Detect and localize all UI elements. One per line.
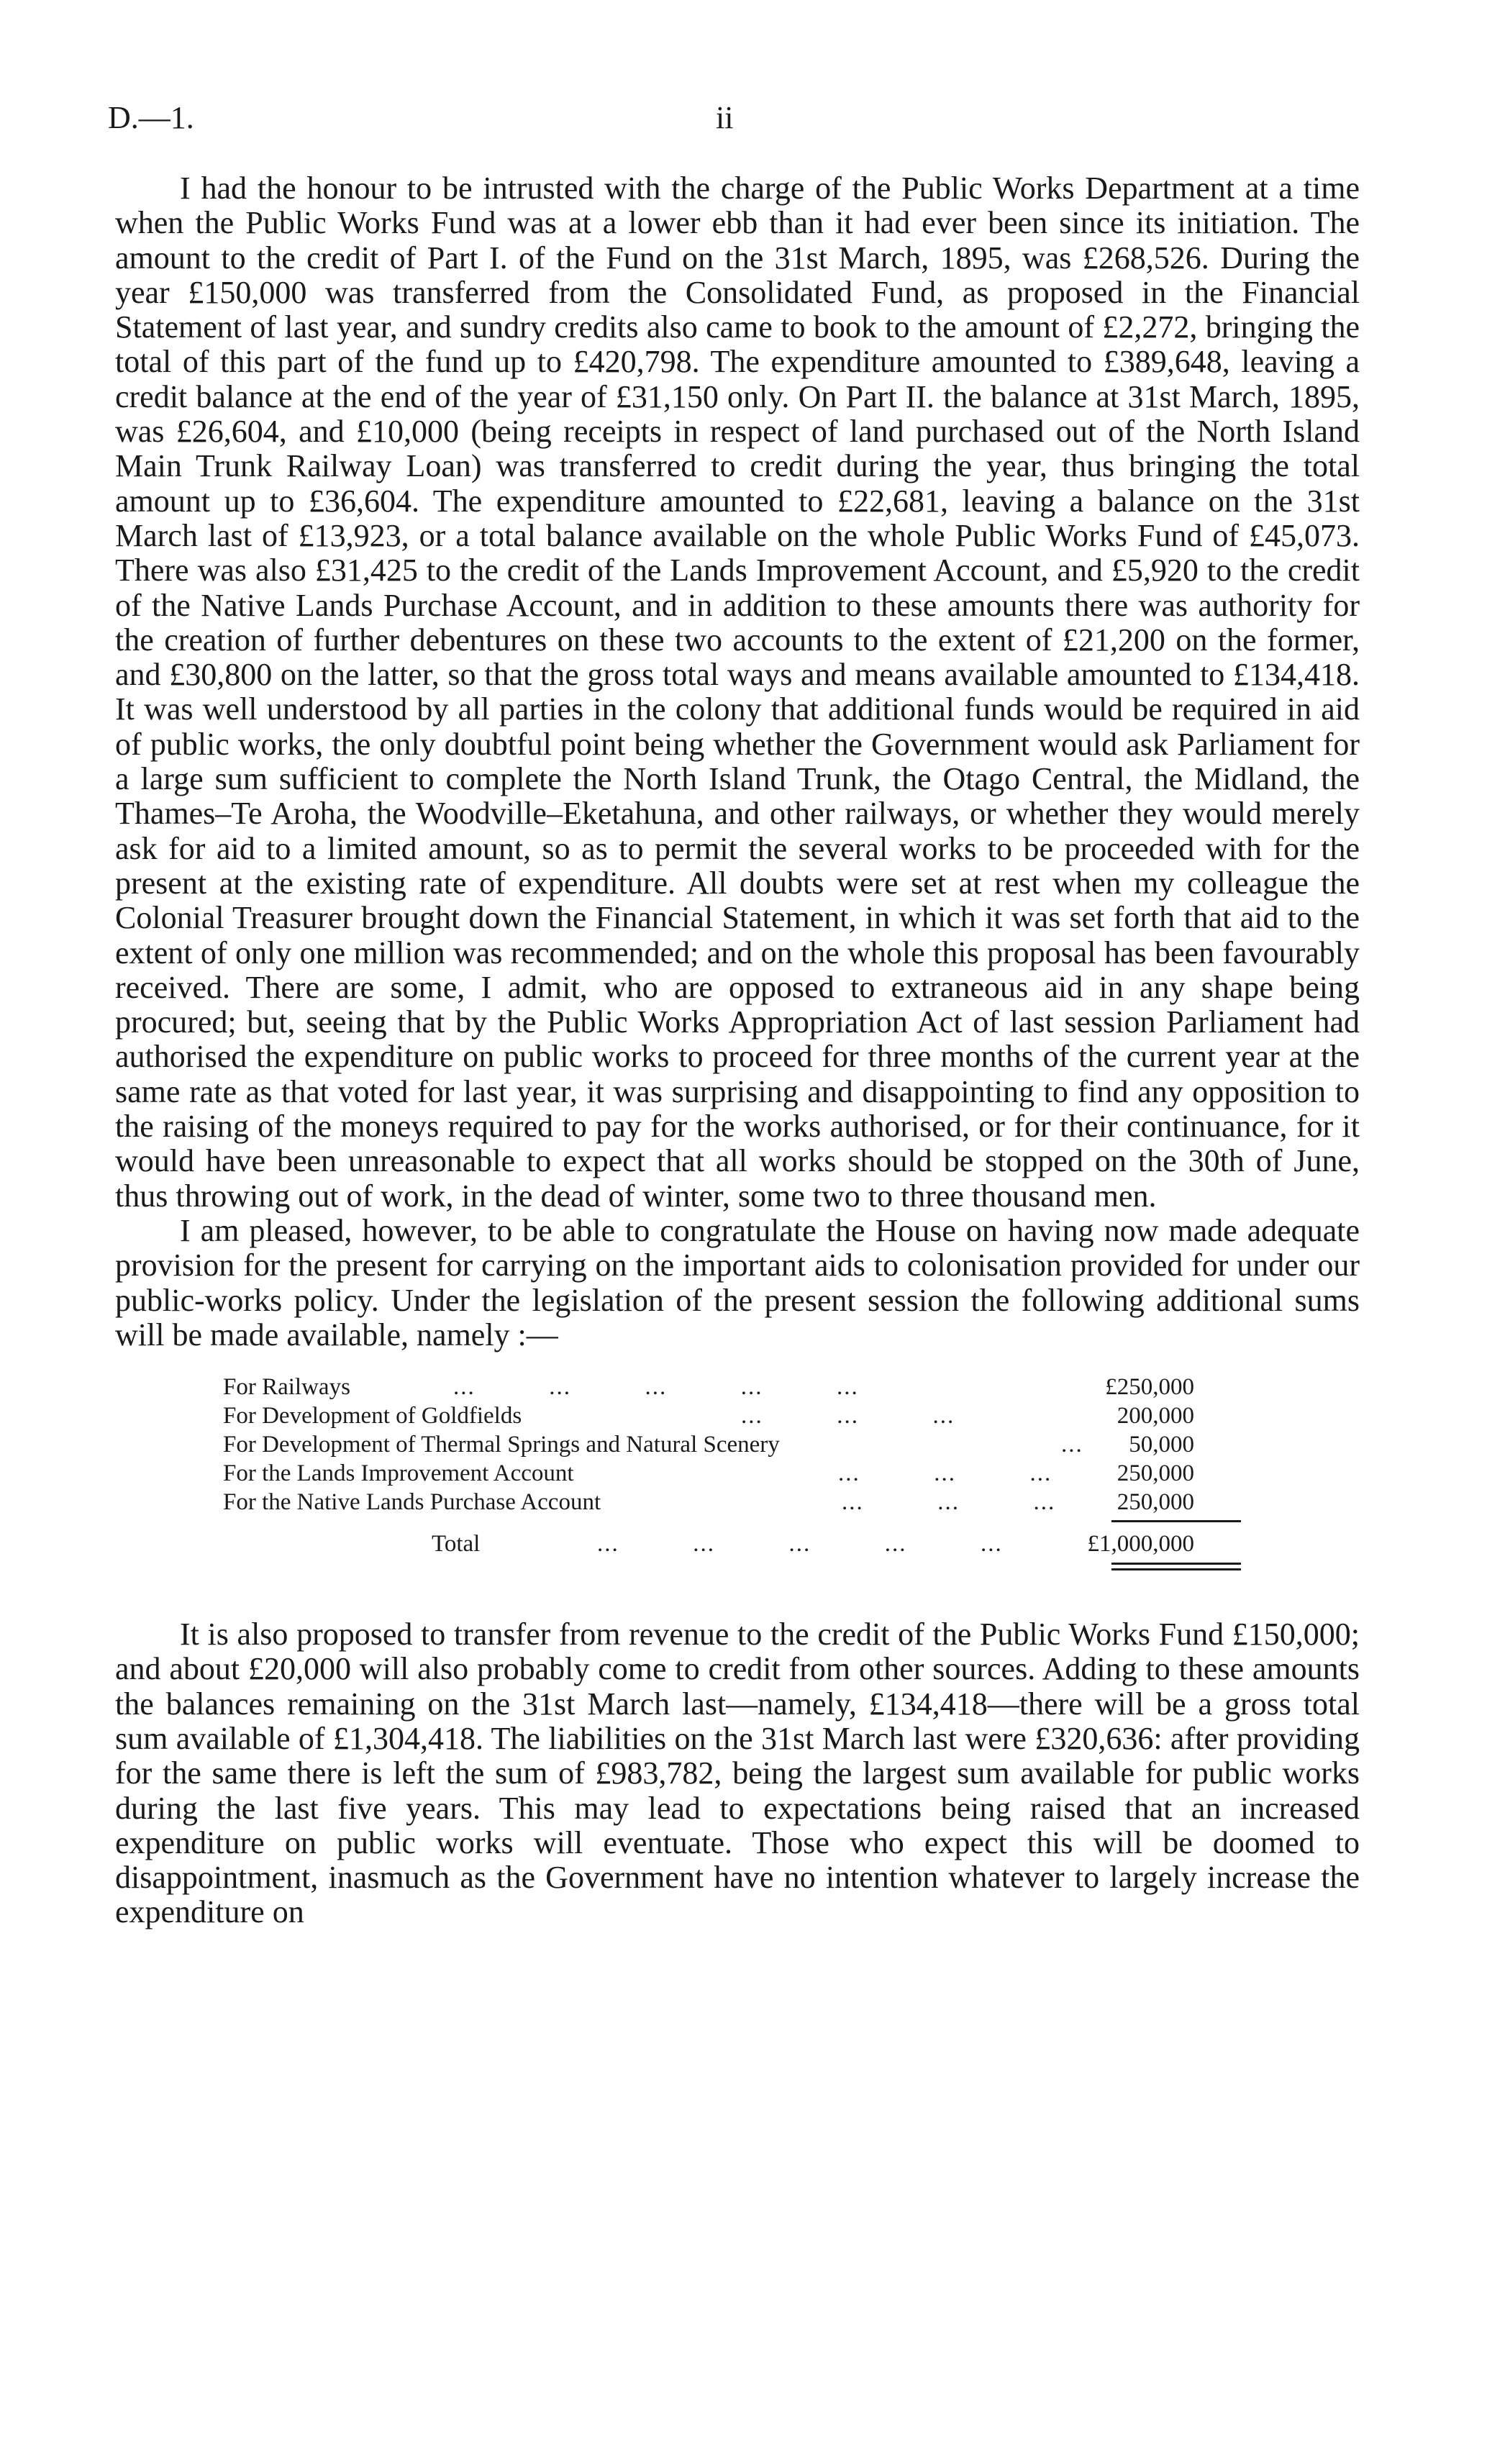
table-total-row [115,1531,1194,1560]
total-double-rule-bottom [1111,1568,1241,1570]
table-row [115,1374,1194,1403]
page-number: ii [716,100,734,135]
additional-sums-table [115,1374,1360,1590]
dot-leader: ... ... ... ... ... [597,1531,1003,1558]
total-label: Total [432,1531,481,1558]
row-amount: £250,000 [1105,1374,1194,1401]
dot-leader: ... ... ... [842,1489,1056,1516]
paragraph-fund-history: I had the honour to be intrusted with the charge of the Public Works Department at a time when the Public Works Fund was at a lower ebb than it had ever been since its initiation. The amount to the credit of Part I. of the Fund on the 31st March, 1895, was £268,526. During the year £150,000 was transferred from the Consolidated Fund, as proposed in the Financial Statement of last year, and sundry credits also came to book to the amount of £2,272, bringing the total of this part of the fund up to £420,798. The expenditure amounted to £389,648, leaving a credit balance at the end of the year of £31,150 only. On Part II. the balance at 31st March, 1895, was £26,604, and £10,000 (being receipts in respect of land purchased out of the North Island Main Trunk Railway Loan) was transferred to credit during the year, thus bringing the total amount up to £36,604. The expenditure amounted to £22,681, leaving a balance on the 31st March last of £13,923, or a total balance available on the whole Public Works Fund of £45,073. There was also £31,425 to the credit of the Lands Improvement Account, and £5,920 to the credit of the Native Lands Purchase Account, and in addition to these amounts there was authority for the creation of further debentures on these two accounts to the extent of £21,200 on the former, and £30,800 on the latter, so that the gross total ways and means available amounted to £134,418. It was well understood by all parties in the colony that additional funds would be required in aid of public works, the only doubtful point being whether the Government would ask Parliament for a large sum sufficient to complete the North Island Trunk, the Otago Central, the Midland, the Thames–Te Aroha, the Woodville–Eketahuna, and other railways, or whether they would merely ask for aid to a limited amount, so as to permit the several works to be proceeded with for the present at the existing rate of expenditure. All doubts were set at rest when my colleague the Colonial Treasurer brought down the Financial Statement, in which it was set forth that aid to the extent of only one million was recommended; and on the whole this proposal has been favourably received. There are some, I admit, who are opposed to extraneous aid in any shape being procured; but, seeing that by the Public Works Appropriation Act of last session Parliament had authorised the expenditure on public works to proceed for three months of the current year at the same rate as that voted for last year, it was surprising and disappointing to find any opposition to the raising of the moneys required to pay for the works authorised, or for their continuance, for it would have been unreasonable to expect that all works should be stopped on the 30th of June, thus throwing out of work, in the dead of winter, some two to three thousand men. [115,171,1360,1214]
dot-leader: ... ... ... [838,1460,1052,1487]
table-row [115,1432,1194,1460]
row-label: For Railways [223,1374,350,1401]
dot-leader: ... [1061,1432,1083,1458]
row-label: For the Native Lands Purchase Account [223,1489,601,1516]
paragraph-additional-sums-intro: I am pleased, however, to be able to congratulate the House on having now made adequate provision for the present for carrying on the important aids to colonisation provided for under our public-works policy. Under the legislation of the present session the following additional sums will be made available, namely :— [115,1212,1360,1353]
document-reference: D.—1. [108,100,194,135]
table-row [115,1489,1194,1518]
page-header [108,99,1360,142]
row-label: For Development of Thermal Springs and Natural Scenery [223,1432,780,1458]
total-double-rule-top [1111,1563,1241,1565]
row-label: For Development of Goldfields [223,1403,522,1429]
row-amount: 250,000 [1117,1460,1194,1487]
dot-leader: ... ... ... [741,1403,955,1429]
row-amount: 250,000 [1117,1489,1194,1516]
dot-leader: ... ... ... ... ... [453,1374,859,1401]
row-amount: 50,000 [1129,1432,1194,1458]
page-body [115,171,1360,1930]
table-row [115,1460,1194,1489]
row-label: For the Lands Improvement Account [223,1460,574,1487]
table-row [115,1403,1194,1432]
paragraph-revenue-transfer: It is also proposed to transfer from revenue to the credit of the Public Works Fund £150,000; and about £20,000 will also probably come to credit from other sources. Adding to these amounts the balances remaining on the 31st March last—namely, £134,418—there will be a gross total sum available of £1,304,418. The liabilities on the 31st March last were £320,636: after providing for the same there is left the sum of £983,782, being the largest sum available for public works during the last five years. This may lead to expectations being raised that an increased expenditure on public works will eventuate. Those who expect this will be doomed to disappointment, inasmuch as the Government have no intention whatever to largely increase the expenditure on [115,1617,1360,1930]
subtotal-rule [1111,1520,1241,1522]
total-amount: £1,000,000 [1087,1531,1194,1558]
row-amount: 200,000 [1117,1403,1194,1429]
